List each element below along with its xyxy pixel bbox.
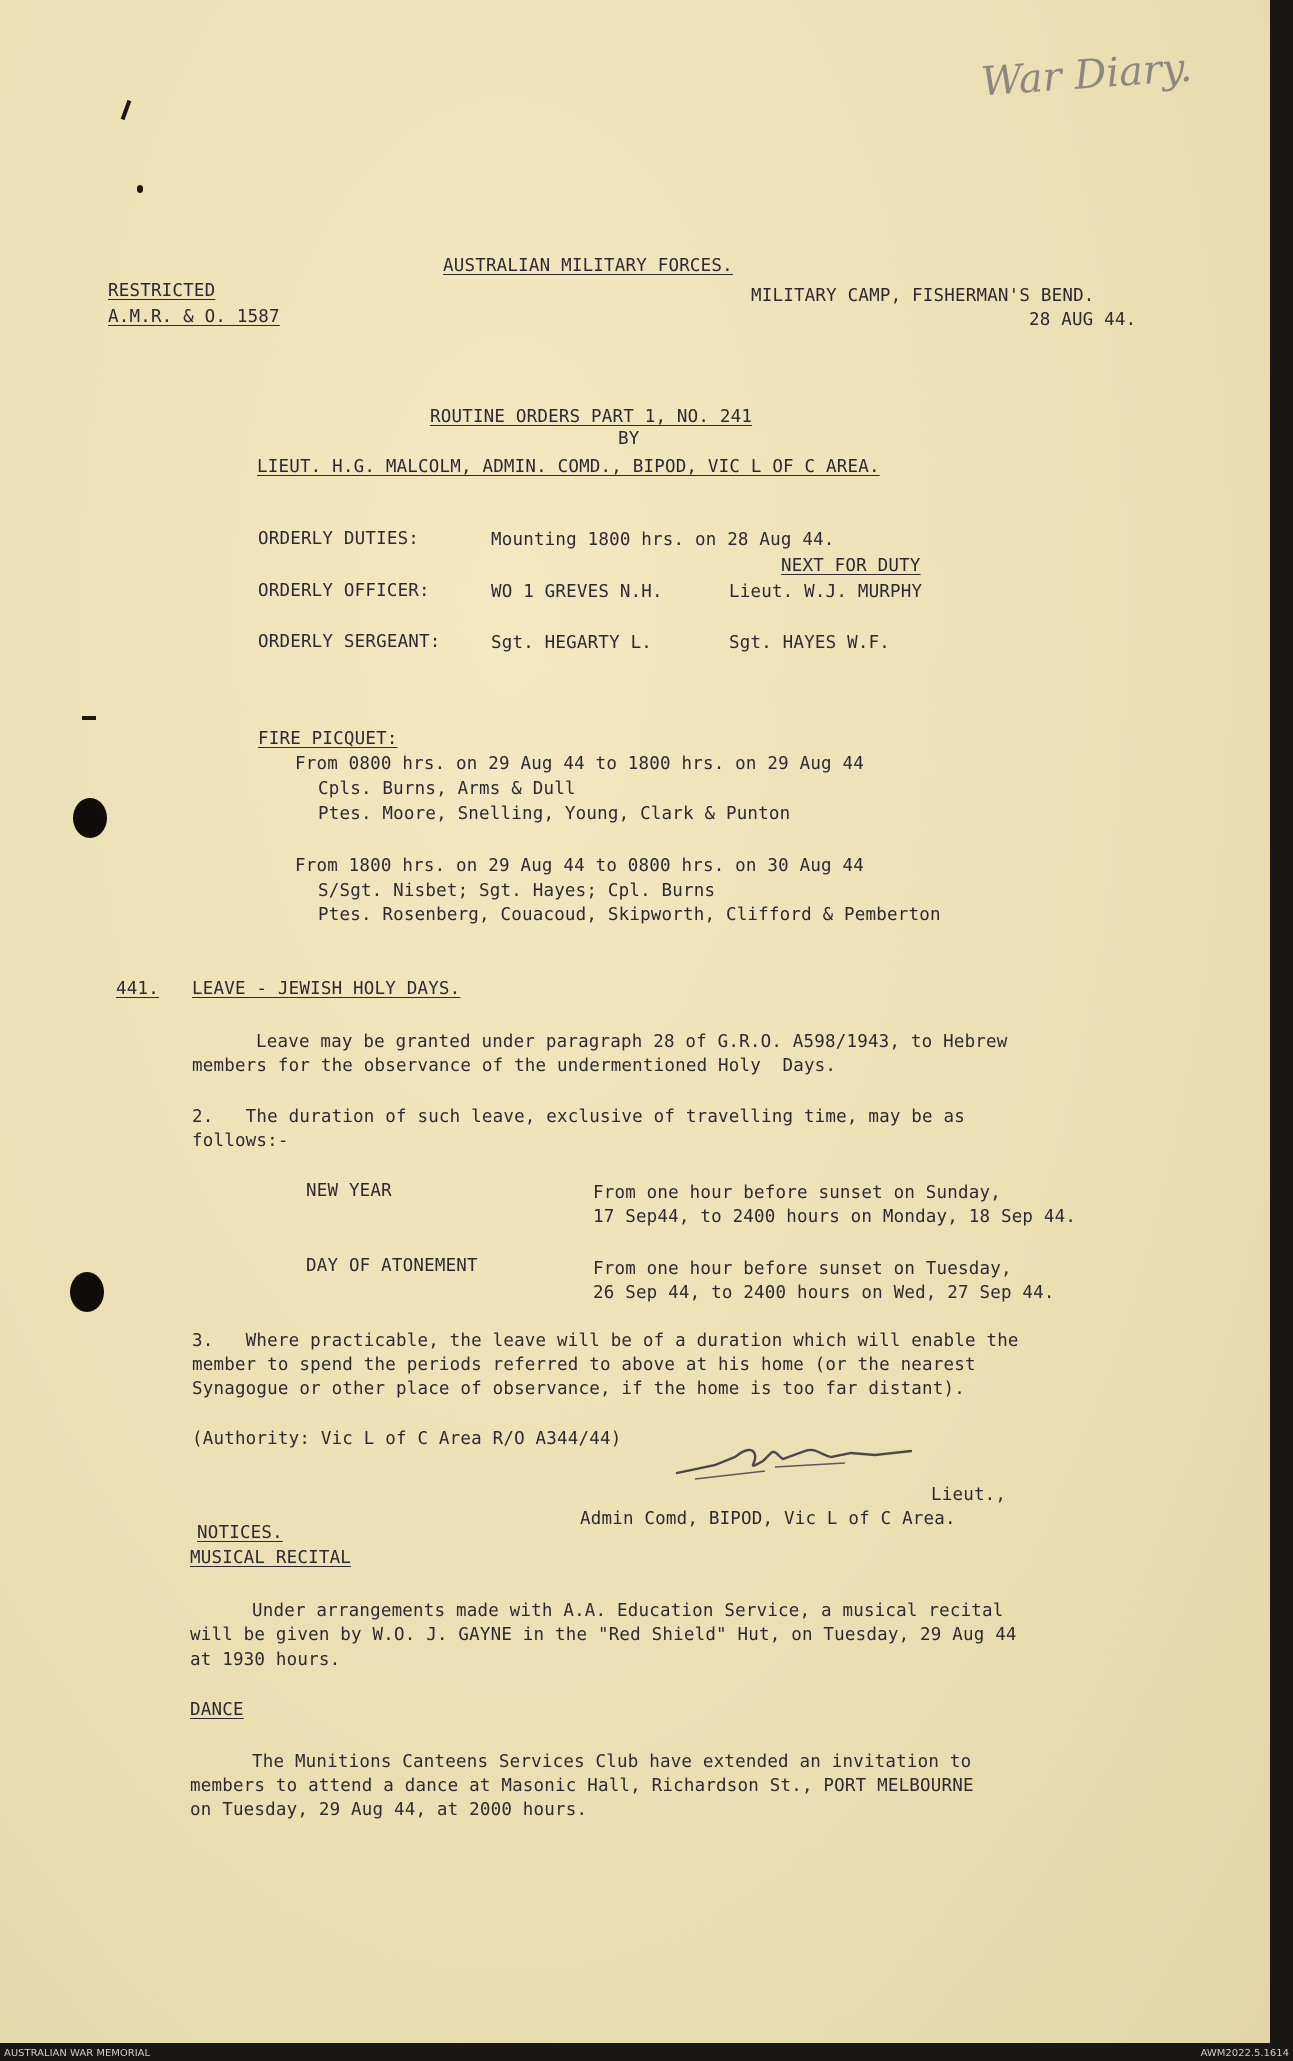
fire-picquet-line: S/Sgt. Nisbet; Sgt. Hayes; Cpl. Burns: [318, 881, 716, 901]
paragraph-line: Under arrangements made with A.A. Education Service, a musical recital: [252, 1601, 1004, 1621]
reference-number: A.M.R. & O. 1587: [108, 307, 280, 327]
recital-heading: MUSICAL RECITAL: [190, 1548, 352, 1568]
footer-credit: AUSTRALIAN WAR MEMORIAL: [4, 2048, 151, 2059]
paragraph-line: Leave may be granted under paragraph 28 of G.R.O. A598/1943, to Hebrew: [256, 1032, 1008, 1052]
item-number: 441.: [116, 979, 159, 999]
orderly-sergeant-label: ORDERLY SERGEANT:: [258, 632, 441, 652]
orders-title: ROUTINE ORDERS PART 1, NO. 241: [430, 407, 753, 427]
paragraph-line: will be given by W.O. J. GAYNE in the "Red Shield" Hut, on Tuesday, 29 Aug 44: [190, 1625, 1017, 1645]
orderly-duties-value: Mounting 1800 hrs. on 28 Aug 44.: [491, 530, 835, 550]
document-date: 28 AUG 44.: [1029, 310, 1137, 330]
orderly-officer-next: Lieut. W.J. MURPHY: [729, 582, 923, 602]
authority-line: (Authority: Vic L of C Area R/O A344/44): [192, 1429, 622, 1449]
item-heading: LEAVE - JEWISH HOLY DAYS.: [192, 979, 461, 999]
signature: [675, 1437, 925, 1487]
handwritten-annotation: War Diary.: [979, 44, 1194, 106]
footer-accession-number: AWM2022.5.1614: [1200, 2048, 1289, 2059]
margin-mark: [121, 100, 132, 120]
paragraph-line: 2. The duration of such leave, exclusive of travelling time, may be as: [192, 1107, 965, 1127]
classification-label: RESTRICTED: [108, 281, 216, 301]
orderly-sergeant-value: Sgt. HEGARTY L.: [491, 633, 653, 653]
fire-picquet-line: Ptes. Moore, Snelling, Young, Clark & Punton: [318, 804, 791, 824]
fire-picquet-line: Cpls. Burns, Arms & Dull: [318, 779, 576, 799]
paragraph-line: 3. Where practicable, the leave will be of a duration which will enable the: [192, 1331, 1019, 1351]
signoff-rank: Lieut.,: [931, 1485, 1007, 1505]
fire-picquet-line: From 0800 hrs. on 29 Aug 44 to 1800 hrs. on 29 Aug 44: [295, 754, 865, 774]
fire-picquet-line: From 1800 hrs. on 29 Aug 44 to 0800 hrs. on 30 Aug 44: [295, 856, 865, 876]
next-for-duty-label: NEXT FOR DUTY: [781, 556, 921, 576]
day-of-atonement-line: From one hour before sunset on Tuesday,: [593, 1259, 1012, 1279]
notices-heading: NOTICES.: [197, 1523, 283, 1543]
orderly-officer-label: ORDERLY OFFICER:: [258, 581, 430, 601]
orderly-officer-value: WO 1 GREVES N.H.: [491, 582, 663, 602]
dance-heading: DANCE: [190, 1700, 244, 1720]
location-text: MILITARY CAMP, FISHERMAN'S BEND.: [751, 286, 1095, 306]
signoff-appointment: Admin Comd, BIPOD, Vic L of C Area.: [580, 1509, 956, 1529]
document-title: AUSTRALIAN MILITARY FORCES.: [443, 256, 733, 276]
margin-mark: [137, 185, 143, 193]
paragraph-line: members for the observance of the undermentioned Holy Days.: [192, 1056, 837, 1076]
margin-mark: [82, 716, 96, 720]
paragraph-line: at 1930 hours.: [190, 1650, 341, 1670]
paragraph-line: members to attend a dance at Masonic Hall, Richardson St., PORT MELBOURNE: [190, 1776, 974, 1796]
punch-hole: [73, 798, 107, 838]
orders-by: BY: [618, 429, 640, 449]
orderly-duties-label: ORDERLY DUTIES:: [258, 529, 420, 549]
orderly-sergeant-next: Sgt. HAYES W.F.: [729, 633, 891, 653]
new-year-line: From one hour before sunset on Sunday,: [593, 1183, 1001, 1203]
new-year-line: 17 Sep44, to 2400 hours on Monday, 18 Sep 44.: [593, 1207, 1077, 1227]
paragraph-line: The Munitions Canteens Services Club have extended an invitation to: [252, 1752, 972, 1772]
fire-picquet-heading: FIRE PICQUET:: [258, 729, 398, 749]
day-of-atonement-line: 26 Sep 44, to 2400 hours on Wed, 27 Sep 44.: [593, 1283, 1055, 1303]
paragraph-line: on Tuesday, 29 Aug 44, at 2000 hours.: [190, 1800, 588, 1820]
paragraph-line: member to spend the periods referred to above at his home (or the nearest: [192, 1355, 976, 1375]
day-of-atonement-label: DAY OF ATONEMENT: [306, 1256, 478, 1276]
fire-picquet-line: Ptes. Rosenberg, Couacoud, Skipworth, Clifford & Pemberton: [318, 905, 941, 925]
new-year-label: NEW YEAR: [306, 1181, 392, 1201]
orders-issuer: LIEUT. H.G. MALCOLM, ADMIN. COMD., BIPOD, VIC L OF C AREA.: [257, 457, 880, 477]
punch-hole: [70, 1272, 104, 1312]
paragraph-line: Synagogue or other place of observance, if the home is too far distant).: [192, 1379, 965, 1399]
paragraph-line: follows:-: [192, 1131, 289, 1151]
